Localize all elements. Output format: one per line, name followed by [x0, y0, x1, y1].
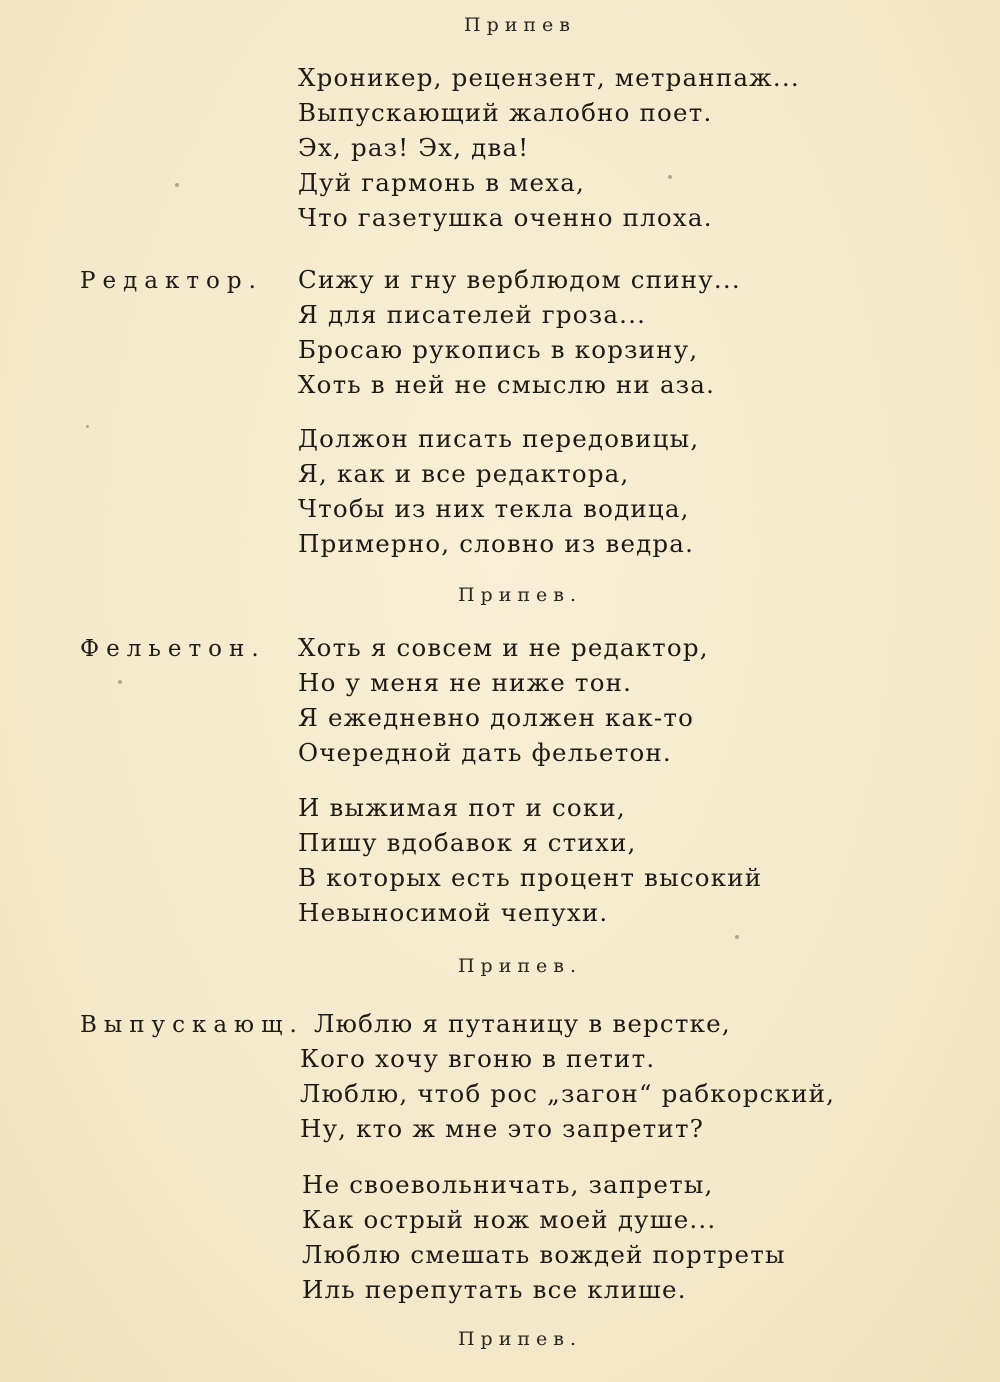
verse-line: Хроникер, рецензент, метранпаж...: [298, 63, 800, 92]
verse-line: Я, как и все редактора,: [298, 459, 630, 488]
refrain-label: Припев: [464, 14, 576, 36]
stanza-6: [300, 1006, 836, 1146]
refrain-label: Припев.: [457, 584, 583, 606]
paper-speck: [668, 175, 672, 179]
verse-line: И выжимая пот и соки,: [298, 793, 626, 822]
stanza-7: [302, 1167, 786, 1307]
verse-line: Сижу и гну верблюдом спину...: [298, 265, 741, 294]
stanza-4: [298, 630, 709, 770]
stanza-2: [298, 262, 741, 402]
verse-line: Люблю, чтоб рос „загон“ рабкорский,: [300, 1079, 836, 1108]
verse-line: Чтобы из них текла водица,: [298, 494, 690, 523]
speaker-feuilleton: Фельетон.: [80, 636, 266, 662]
verse-line: Я ежедневно должен как-то: [298, 703, 695, 732]
refrain-label: Припев.: [457, 955, 583, 977]
verse-line: Должон писать передовицы,: [298, 424, 700, 453]
verse-line: В которых есть процент высокий: [298, 863, 763, 892]
stanza-3: [298, 421, 699, 561]
verse-line: Примерно, словно из ведра.: [298, 529, 695, 558]
stanza-1: [298, 60, 800, 235]
verse-line: Люблю я путаницу в верстке,: [314, 1009, 731, 1038]
verse-line: Хоть в ней не смыслю ни аза.: [298, 370, 716, 399]
verse-line: Я для писателей гроза...: [298, 300, 647, 329]
verse-line: Как острый нож моей душе...: [302, 1205, 717, 1234]
verse-line: Хоть я совсем и не редактор,: [298, 633, 709, 662]
verse-line: Дуй гармонь в меха,: [298, 168, 585, 197]
verse-line: Выпускающий жалобно поет.: [298, 98, 713, 127]
refrain-label: Припев.: [457, 1328, 583, 1350]
paper-speck: [118, 680, 122, 684]
paper-speck: [86, 425, 89, 428]
verse-line: Невыносимой чепухи.: [298, 898, 609, 927]
verse-line: Но у меня не ниже тон.: [298, 668, 633, 697]
verse-line: Не своевольничать, запреты,: [302, 1170, 714, 1199]
paper-speck: [175, 183, 179, 187]
verse-line: Ну, кто ж мне это запретит?: [300, 1114, 705, 1143]
verse-line: Пишу вдобавок я стихи,: [298, 828, 637, 857]
speaker-issuer: Выпускающ.: [80, 1012, 304, 1038]
stanza-5: [298, 790, 762, 930]
speaker-editor: Редактор.: [80, 268, 263, 294]
paper-speck: [735, 935, 739, 939]
verse-line: Иль перепутать все клише.: [302, 1275, 687, 1304]
verse-line: Эх, раз! Эх, два!: [298, 133, 530, 162]
verse-line: Что газетушка оченно плоха.: [298, 203, 713, 232]
verse-line: Люблю смешать вождей портреты: [302, 1240, 786, 1269]
verse-line: Бросаю рукопись в корзину,: [298, 335, 699, 364]
verse-line: Кого хочу вгоню в петит.: [300, 1044, 656, 1073]
verse-line: Очередной дать фельетон.: [298, 738, 672, 767]
